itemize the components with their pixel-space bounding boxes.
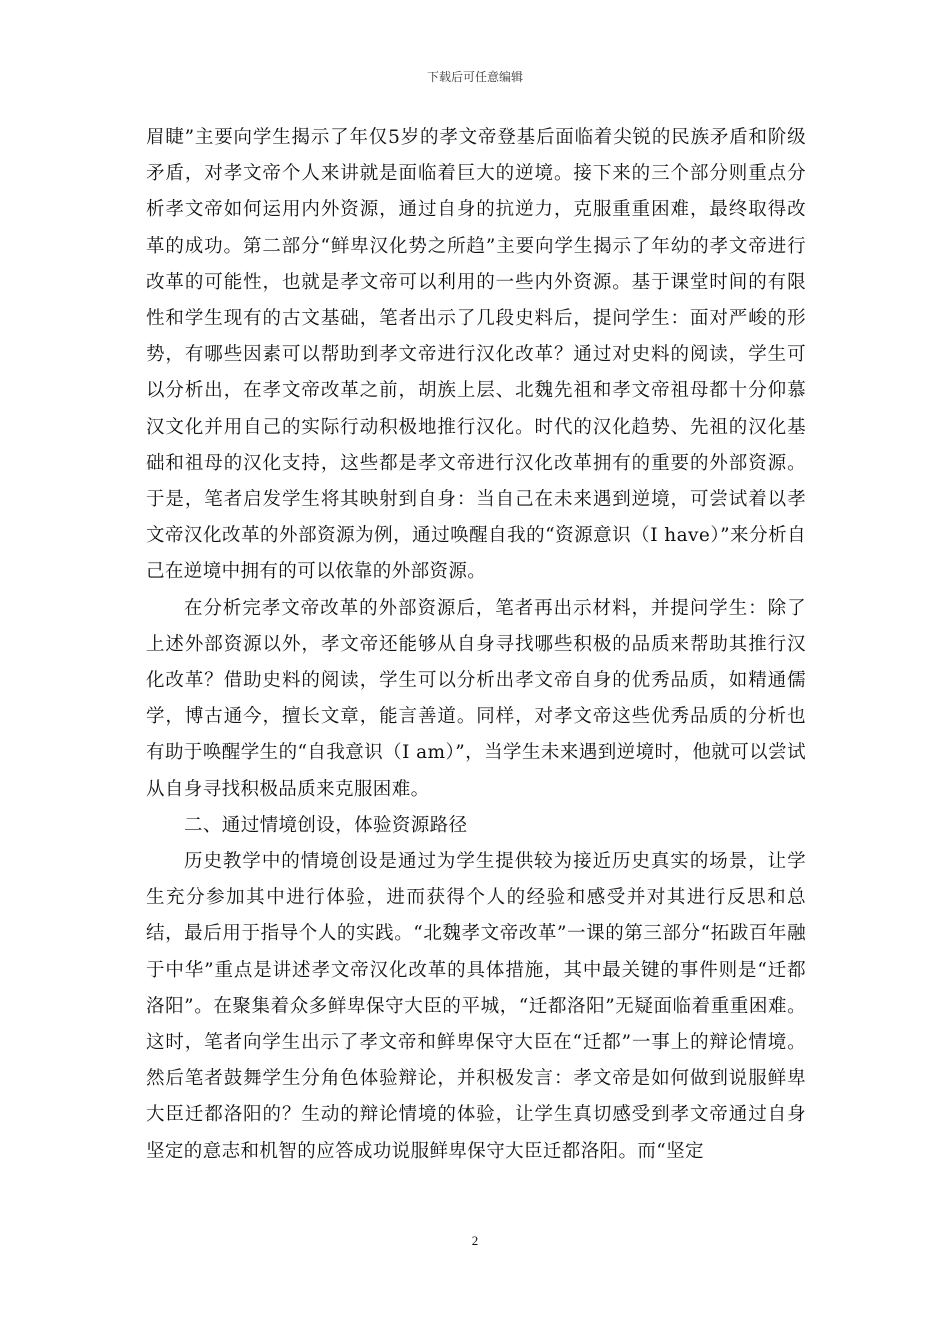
document-body <box>146 120 806 1170</box>
page-number: 2 <box>471 1233 479 1248</box>
page-header: 下载后可任意编辑 <box>426 70 523 84</box>
paragraph-3: 历史教学中的情境创设是通过为学生提供较为接近历史真实的场景，让学生充分参加其中进行体验，进而获得个人的经验和感受并对其进行反思和总结，最后用于指导个人的实践。“北魏孝文帝改革”一课的第三部分“拓跋百年融于中华”重点是讲述孝文帝汉化改革的具体措施，其中最关键的事件则是“迁都洛阳”。在聚集着众多鲜卑保守大臣的平城，“迁都洛阳”无疑面临着重重困难。这时，笔者向学生出示了孝文帝和鲜卑保守大臣在“迁都”一事上的辩论情境。然后笔者鼓舞学生分角色体验辩论，并积极发言：孝文帝是如何做到说服鲜卑大臣迁都洛阳的？生动的辩论情境的体验，让学生真切感受到孝文帝通过自身坚定的意志和机智的应答成功说服鲜卑保守大臣迁都洛阳。而“坚定 <box>146 851 806 1162</box>
paragraph-1: 眉睫”主要向学生揭示了年仅5岁的孝文帝登基后面临着尖锐的民族矛盾和阶级矛盾，对孝文帝个人来讲就是面临着巨大的逆境。接下来的三个部分则重点分析孝文帝如何运用内外资源，通过自身的抗逆力，克服重重困难，最终取得改革的成功。第二部分“鲜卑汉化势之所趋”主要向学生揭示了年幼的孝文帝进行改革的可能性，也就是孝文帝可以利用的一些内外资源。基于课堂时间的有限性和学生现有的古文基础，笔者出示了几段史料后，提问学生：面对严峻的形势，有哪些因素可以帮助到孝文帝进行汉化改革？通过对史料的阅读，学生可以分析出，在孝文帝改革之前，胡族上层、北魏先祖和孝文帝祖母都十分仰慕汉文化并用自己的实际行动积极地推行汉化。时代的汉化趋势、先祖的汉化基础和祖母的汉化支持，这些都是孝文帝进行汉化改革拥有的重要的外部资源。于是，笔者启发学生将其映射到自身：当自己在未来遇到逆境，可尝试着以孝文帝汉化改革的外部资源为例，通过唤醒自我的“资源意识（I have）”来分析自己在逆境中拥有的可以依靠的外部资源。 <box>146 127 806 583</box>
section-heading: 二、通过情境创设，体验资源路径 <box>184 814 468 836</box>
paragraph-2: 在分析完孝文帝改革的外部资源后，笔者再出示材料，并提问学生：除了上述外部资源以外，孝文帝还能够从自身寻找哪些积极的品质来帮助其推行汉化改革？借助史料的阅读，学生可以分析出孝文帝自身的优秀品质，如精通儒学，博古通今，擅长文章，能言善道。同样，对孝文帝这些优秀品质的分析也有助于唤醒学生的“自我意识（I am）”，当学生未来遇到逆境时，他就可以尝试从自身寻找积极品质来克服困难。 <box>146 597 806 800</box>
